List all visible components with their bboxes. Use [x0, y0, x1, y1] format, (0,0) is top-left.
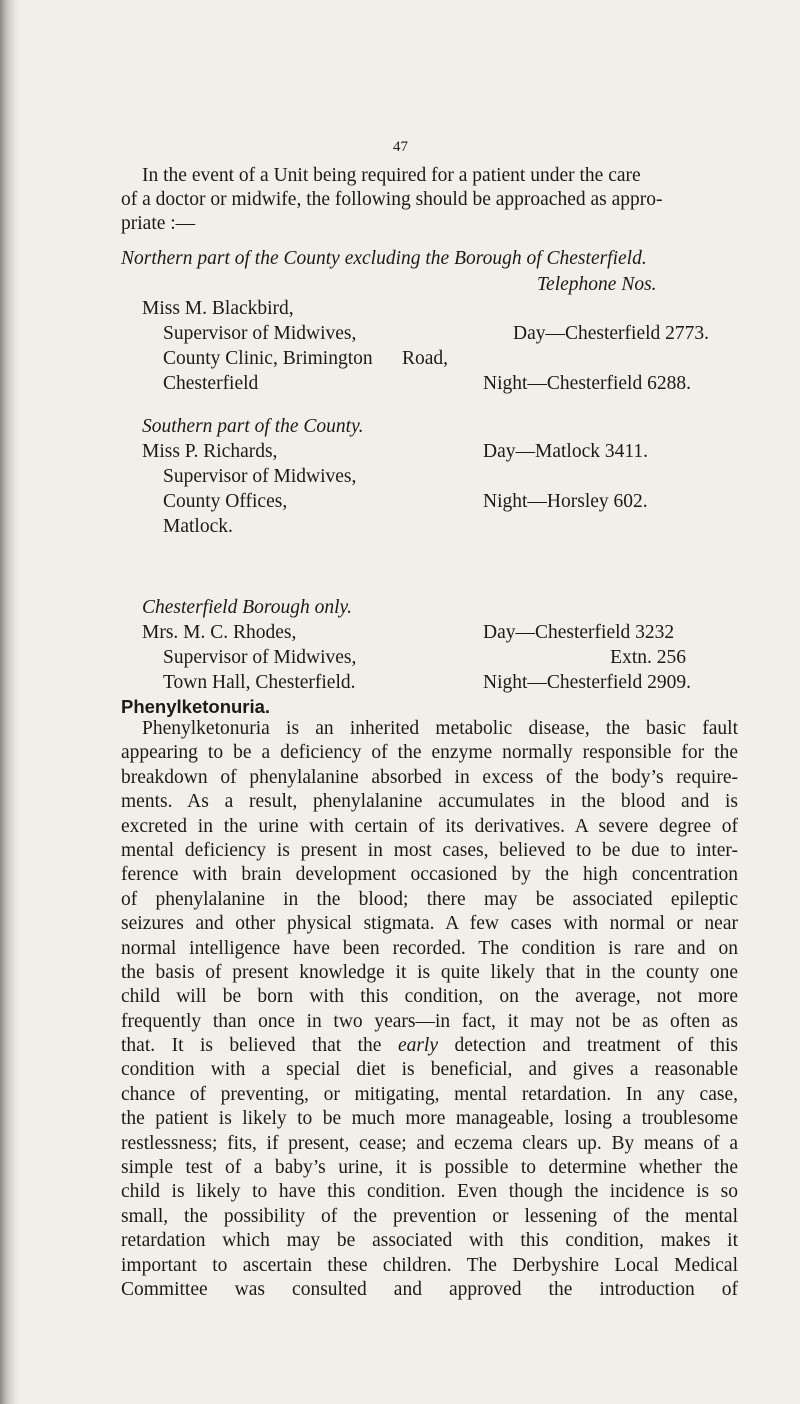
paragraph-line: Committee was consulted and approved the introduction of — [121, 1278, 738, 1300]
northern-day-phone: Day—Chesterfield 2773. — [513, 323, 710, 344]
paragraph-line: retardation which may be associated with this condition, makes it — [121, 1230, 738, 1252]
borough-role: Supervisor of Midwives, — [163, 647, 357, 668]
southern-heading: Southern part of the County. — [142, 416, 364, 437]
paragraph-line: chance of preventing, or mitigating, mental retardation. In any case, — [121, 1083, 738, 1105]
paragraph-line: normal intelligence have been recorded. The condition is rare and on — [121, 937, 738, 959]
northern-address-line1: County Clinic, Brimington — [163, 348, 373, 369]
paragraph-line: condition with a special diet is beneficial, and gives a reasonable — [121, 1059, 738, 1081]
paragraph-line: restlessness; fits, if present, cease; and eczema clears up. By means of a — [121, 1132, 738, 1154]
northern-address-line2: Chesterfield — [163, 373, 259, 394]
emphasis-word: early — [397, 1035, 439, 1057]
paragraph-line: child is likely to have this condition. Even though the incidence is so — [121, 1181, 738, 1203]
paragraph-line: small, the possibility of the prevention or lessening of the mental — [121, 1205, 738, 1227]
body-paragraph — [121, 717, 738, 1302]
intro-line: In the event of a Unit being required for a patient under the care — [142, 165, 641, 186]
section-heading: Phenylketonuria. — [121, 696, 271, 717]
paragraph-line: seizures and other physical stigmata. A few cases with normal or near — [121, 913, 738, 935]
borough-address: Town Hall, Chesterfield. — [163, 672, 356, 693]
intro-line: of a doctor or midwife, the following should be approached as appro- — [121, 189, 663, 210]
paragraph-line: ments. As a result, phenylalanine accumulates in the blood and is — [121, 791, 738, 813]
borough-extension: Extn. 256 — [610, 647, 686, 668]
borough-heading: Chesterfield Borough only. — [142, 597, 352, 618]
borough-name: Mrs. M. C. Rhodes, — [142, 622, 297, 643]
page-number: 47 — [393, 139, 408, 155]
northern-heading: Northern part of the County excluding the Borough of Chesterfield. — [121, 248, 647, 269]
northern-address-line1-cont: Road, — [402, 348, 449, 369]
southern-role: Supervisor of Midwives, — [163, 466, 357, 487]
telephone-heading: Telephone Nos. — [537, 274, 657, 295]
paragraph-line: ference with brain development occasioned by the high concentration — [121, 864, 738, 886]
southern-address-line1: County Offices, — [163, 491, 288, 512]
paragraph-line: appearing to be a deficiency of the enzyme normally responsible for the — [121, 742, 738, 764]
paragraph-line: important to ascertain these children. The Derbyshire Local Medical — [121, 1254, 738, 1276]
southern-night-phone: Night—Horsley 602. — [483, 491, 648, 512]
intro-line: priate :— — [121, 213, 196, 234]
borough-night-phone: Night—Chesterfield 2909. — [483, 672, 691, 693]
southern-address-line2: Matlock. — [163, 516, 233, 537]
paragraph-line: mental deficiency is present in most cases, believed to be due to inter- — [121, 839, 738, 861]
northern-name: Miss M. Blackbird, — [142, 298, 294, 319]
paragraph-line: excreted in the urine with certain of its derivatives. A severe degree of — [121, 815, 738, 837]
paragraph-line: simple test of a baby’s urine, it is possible to determine whether the — [121, 1157, 738, 1179]
paragraph-line: breakdown of phenylalanine absorbed in excess of the body’s require- — [121, 766, 738, 788]
paragraph-line: frequently than once in two years—in fact, it may not be as often as — [121, 1010, 738, 1032]
southern-name: Miss P. Richards, — [142, 441, 278, 462]
southern-day-phone: Day—Matlock 3411. — [483, 441, 648, 462]
paragraph-line: that. It is believed that the early detection and treatment of this — [121, 1035, 739, 1057]
northern-role: Supervisor of Midwives, — [163, 323, 357, 344]
northern-night-phone: Night—Chesterfield 6288. — [483, 373, 691, 394]
paragraph-line: the basis of present knowledge it is quite likely that in the county one — [121, 961, 738, 983]
borough-day-phone: Day—Chesterfield 3232 — [483, 622, 675, 643]
paragraph-line: of phenylalanine in the blood; there may be associated epileptic — [121, 888, 738, 910]
paragraph-line: child will be born with this condition, on the average, not more — [121, 986, 738, 1008]
paragraph-line: Phenylketonuria is an inherited metabolic disease, the basic fault — [142, 718, 738, 739]
paragraph-line: the patient is likely to be much more manageable, losing a troublesome — [121, 1108, 738, 1130]
